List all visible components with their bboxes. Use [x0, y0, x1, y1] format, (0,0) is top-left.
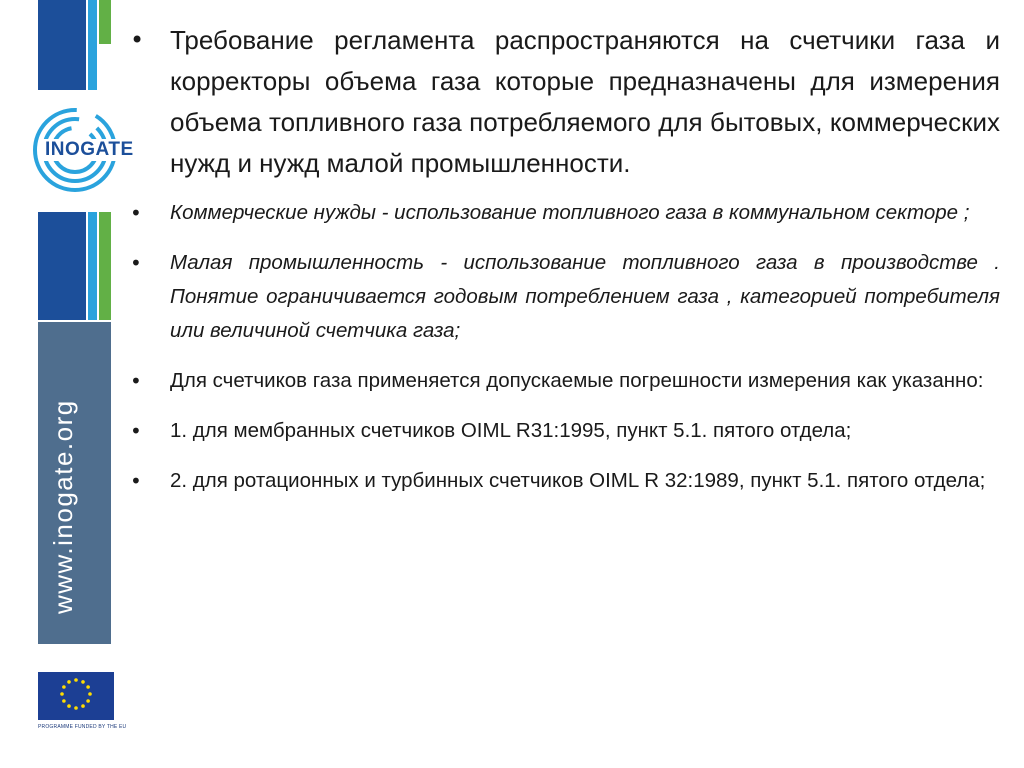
bullet-item-commercial-needs: • Коммерческие нужды - использование топливного газа в коммунальном секторе ;	[128, 196, 1000, 230]
eu-flag-icon	[38, 672, 114, 720]
bullet-item-permissible-errors: • Для счетчиков газа применяется допускаемые погрешности измерения как указанно:	[128, 364, 1000, 398]
sidebar-block-mid-green	[99, 212, 111, 320]
sidebar-block-top-blue	[38, 0, 86, 90]
sidebar-block-top-green	[99, 0, 111, 44]
bullet-item-small-industry: • Малая промышленность - использование топливного газа в производстве . Понятие ограничивается годовым потреблением газа , категорией потребителя или величиной счетчика газа;	[128, 246, 1000, 348]
bullet-item-regulation-scope: • Требование регламента распространяются на счетчики газа и корректоры объема газа которые предназначены для измерения объема топливного газа потребляемого для бытовых, коммерческих нужд и нужд малой промышленности.	[128, 20, 1000, 184]
sidebar-block-mid-blue	[38, 212, 86, 320]
left-sidebar	[0, 0, 134, 768]
website-url: www.inogate.org	[48, 399, 78, 614]
bullet-item-rotary-turbine-meters: • 2. для ротационных и турбинных счетчиков OIML R 32:1989, пункт 5.1. пятого отдела;	[128, 464, 1000, 498]
sidebar-block-mid-lightblue	[88, 212, 97, 320]
bullet-list	[128, 20, 1000, 514]
logo-text: INOGATE	[42, 139, 137, 161]
eu-caption: PROGRAMME FUNDED BY THE EU	[38, 724, 127, 730]
sidebar-block-top-lightblue	[88, 0, 97, 90]
bullet-item-membrane-meters: • 1. для мембранных счетчиков OIML R31:1995, пункт 5.1. пятого отдела;	[128, 414, 1000, 448]
